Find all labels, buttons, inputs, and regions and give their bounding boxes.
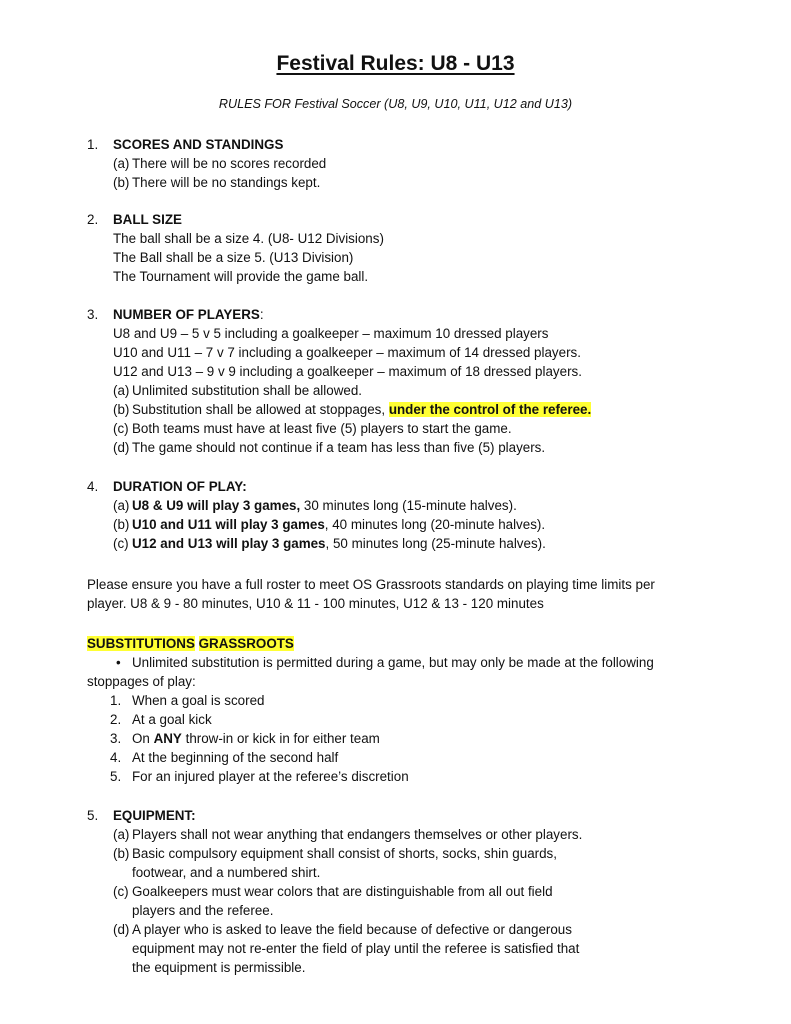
item-pre: On [132,731,154,746]
item-bold: ANY [153,731,182,746]
section-3-item-a [113,381,362,400]
heading-text: NUMBER OF PLAYERS [113,307,260,322]
section-2-line: The ball shall be a size 4. (U8- U12 Divisions) [113,231,384,246]
stoppage-item: When a goal is scored [132,693,265,708]
item-text: The game should not continue if a team has less than five (5) players. [132,440,546,455]
item-label: (c) [113,884,129,899]
stoppage-number: 1. [110,693,122,708]
page-subtitle: RULES FOR Festival Soccer (U8, U9, U10, U11, U12 and U13) [218,97,573,111]
heading-part: GRASSROOTS [198,636,294,651]
substitutions-bullet-text: Unlimited substitution is permitted during a game, but may only be made at the following [132,655,654,670]
equipment-item-d [113,920,572,939]
item-text: , 50 minutes long (25-minute halves). [325,536,546,551]
section-4-item-c [113,534,546,553]
section-4-item-a [113,496,517,515]
item-text: Basic compulsory equipment shall consist of shorts, socks, shin guards, [132,846,557,861]
equipment-item-d-cont: equipment may not re-enter the field of play until the referee is satisfied that [132,941,580,956]
item-text: Substitution shall be allowed at stoppages, [132,402,389,417]
stoppage-number: 5. [110,769,122,784]
item-label: (d) [113,922,130,937]
item-text: A player who is asked to leave the field because of defective or dangerous [132,922,572,937]
section-2-heading: BALL SIZE [113,212,182,227]
stoppage-item: For an injured player at the referee’s discretion [132,769,409,784]
item-label: (a) [113,827,130,842]
item-label: (a) [113,498,130,513]
roster-note-line1: Please ensure you have a full roster to meet OS Grassroots standards on playing time limits per [87,577,655,592]
item-bold: U10 and U11 will play 3 games [132,517,325,532]
highlighted-text: under the control of the referee. [388,402,592,417]
stoppage-number: 4. [110,750,122,765]
section-3-item-d [113,438,545,457]
equipment-item-b-cont: footwear, and a numbered shirt. [132,865,321,880]
item-text: Both teams must have at least five (5) players to start the game. [132,421,512,436]
section-4-item-b [113,515,545,534]
section-3-item-c [113,419,512,438]
item-label: (c) [113,536,133,551]
section-3-line: U8 and U9 – 5 v 5 including a goalkeeper – maximum 10 dressed players [113,326,549,341]
item-text: Goalkeepers must wear colors that are distinguishable from all out field [132,884,553,899]
section-3-line: U10 and U11 – 7 v 7 including a goalkeeper – maximum of 14 dressed players. [113,345,581,360]
item-text: Unlimited substitution shall be allowed. [132,383,362,398]
item-label: (b) [113,517,130,532]
heading-part: SUBSTITUTIONS [87,636,195,651]
stoppage-item [132,729,380,748]
section-5-number: 5. [87,808,99,823]
stoppage-number: 2. [110,712,122,727]
section-1-number: 1. [87,137,99,152]
item-label: (a) [113,156,130,171]
item-label: (c) [113,421,129,436]
stoppage-number: 3. [110,731,122,746]
stoppage-item: At a goal kick [132,712,212,727]
item-label: (d) [113,440,130,455]
substitutions-heading [87,634,294,653]
section-1-item-a [113,154,326,173]
item-bold: U8 & U9 will play 3 games, [132,498,301,513]
item-label: (a) [113,383,130,398]
item-label: (b) [113,175,130,190]
item-label: (b) [113,402,130,417]
equipment-item-c-cont: players and the referee. [132,903,274,918]
section-3-item-b [113,400,591,419]
section-2-line: The Tournament will provide the game ball. [113,269,369,284]
heading-suffix: : [259,307,264,322]
equipment-item-a [113,825,582,844]
bullet-icon: • [116,655,121,670]
section-3-number: 3. [87,307,99,322]
page-title: Festival Rules: U8 - U13 [276,52,515,75]
section-1-heading: SCORES AND STANDINGS [113,137,284,152]
section-5-heading: EQUIPMENT: [113,808,196,823]
section-4-number: 4. [87,479,99,494]
item-text: Players shall not wear anything that endangers themselves or other players. [132,827,583,842]
equipment-item-c [113,882,553,901]
roster-note-line2: player. U8 & 9 - 80 minutes, U10 & 11 - 100 minutes, U12 & 13 - 120 minutes [87,596,544,611]
item-text: , 40 minutes long (20-minute halves). [324,517,546,532]
stoppage-item: At the beginning of the second half [132,750,339,765]
equipment-item-b [113,844,557,863]
section-3-line: U12 and U13 – 9 v 9 including a goalkeeper – maximum of 18 dressed players. [113,364,582,379]
item-text: 30 minutes long (15-minute halves). [300,498,517,513]
section-4-heading: DURATION OF PLAY: [113,479,247,494]
substitutions-bullet-text-cont: stoppages of play: [87,674,196,689]
section-2-number: 2. [87,212,99,227]
section-1-item-b [113,173,320,192]
section-2-line: The Ball shall be a size 5. (U13 Division) [113,250,354,265]
item-text: throw-in or kick in for either team [181,731,380,746]
item-label: (b) [113,846,130,861]
item-text: There will be no scores recorded [132,156,327,171]
item-text: There will be no standings kept. [132,175,321,190]
equipment-item-d-cont: the equipment is permissible. [132,960,306,975]
item-bold: U12 and U13 will play 3 games [132,536,326,551]
section-3-heading [113,305,264,324]
